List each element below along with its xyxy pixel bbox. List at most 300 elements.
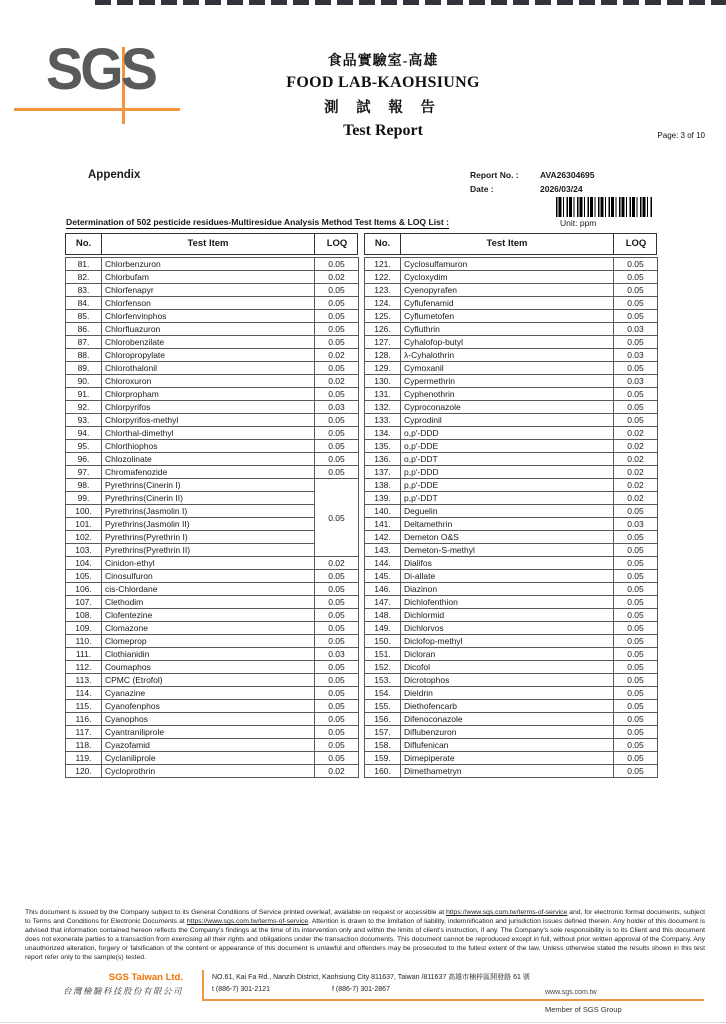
table-row <box>365 401 658 414</box>
loq-cell: 0.05 <box>315 284 359 297</box>
unit-label: Unit: ppm <box>560 218 597 228</box>
test-item-cell: Chromafenozide <box>102 466 315 479</box>
table-row <box>365 427 658 440</box>
table-row <box>66 401 359 414</box>
row-number-cell: 105. <box>66 570 102 583</box>
table-row <box>365 713 658 726</box>
test-item-cell: Cyanofenphos <box>102 700 315 713</box>
table-row <box>365 726 658 739</box>
test-item-cell: Chlorobenzilate <box>102 336 315 349</box>
table-row <box>365 466 658 479</box>
row-number-cell: 104. <box>66 557 102 570</box>
table-row <box>365 492 658 505</box>
loq-cell: 0.05 <box>315 583 359 596</box>
row-number-cell: 153. <box>365 674 401 687</box>
loq-cell: 0.05 <box>614 609 658 622</box>
test-item-cell: Cyclaniliprole <box>102 752 315 765</box>
test-item-cell: Pyrethrins(Cinerin II) <box>102 492 315 505</box>
table-row <box>365 531 658 544</box>
table-row <box>66 349 359 362</box>
loq-cell: 0.05 <box>614 713 658 726</box>
row-number-cell: 84. <box>66 297 102 310</box>
row-number-cell: 125. <box>365 310 401 323</box>
loq-cell: 0.05 <box>614 570 658 583</box>
table-row <box>365 596 658 609</box>
row-number-cell: 102. <box>66 531 102 544</box>
test-item-cell: Cyhalofop-butyl <box>401 336 614 349</box>
table-row <box>66 726 359 739</box>
table-row <box>365 388 658 401</box>
row-number-cell: 160. <box>365 765 401 778</box>
table-row <box>365 284 658 297</box>
loq-cell: 0.05 <box>614 401 658 414</box>
row-number-cell: 92. <box>66 401 102 414</box>
loq-cell: 0.05 <box>614 362 658 375</box>
loq-cell: 0.05 <box>614 531 658 544</box>
loq-cell: 0.03 <box>614 518 658 531</box>
row-number-cell: 100. <box>66 505 102 518</box>
loq-cell: 0.05 <box>315 687 359 700</box>
table-row <box>365 336 658 349</box>
table-row <box>365 323 658 336</box>
row-number-cell: 130. <box>365 375 401 388</box>
table-row <box>365 518 658 531</box>
loq-cell: 0.05 <box>614 271 658 284</box>
loq-cell: 0.05 <box>315 661 359 674</box>
table-row <box>66 284 359 297</box>
row-number-cell: 123. <box>365 284 401 297</box>
row-number-cell: 88. <box>66 349 102 362</box>
loq-cell: 0.05 <box>315 739 359 752</box>
row-number-cell: 114. <box>66 687 102 700</box>
loq-cell: 0.05 <box>315 336 359 349</box>
table-row <box>365 349 658 362</box>
loq-cell: 0.05 <box>315 414 359 427</box>
test-item-cell: Dialifos <box>401 557 614 570</box>
table-row <box>66 388 359 401</box>
disclaimer-seg1: This document is issued by the Company subject to its General Conditions of Service printed overleaf, available on request or accessible at <box>25 909 447 916</box>
row-number-cell: 156. <box>365 713 401 726</box>
row-number-cell: 138. <box>365 479 401 492</box>
footer-fax: f (886-7) 301-2867 <box>331 986 390 993</box>
table-row <box>365 453 658 466</box>
test-item-cell: Dicofol <box>401 661 614 674</box>
loq-cell: 0.05 <box>614 310 658 323</box>
table-row <box>66 622 359 635</box>
test-item-cell: Diazinon <box>401 583 614 596</box>
table-row <box>365 479 658 492</box>
loq-cell: 0.05 <box>614 622 658 635</box>
test-item-cell: Cinosulfuron <box>102 570 315 583</box>
table-row <box>66 648 359 661</box>
loq-cell: 0.02 <box>614 427 658 440</box>
table-row <box>66 271 359 284</box>
test-item-cell: Deltamethrin <box>401 518 614 531</box>
row-number-cell: 95. <box>66 440 102 453</box>
table-row <box>66 765 359 778</box>
date-label: Date : <box>470 184 494 194</box>
loq-cell: 0.05 <box>614 700 658 713</box>
row-number-cell: 86. <box>66 323 102 336</box>
loq-cell: 0.02 <box>614 440 658 453</box>
test-item-cell: Clomeprop <box>102 635 315 648</box>
loq-cell: 0.05 <box>315 440 359 453</box>
test-item-cell: Deguelin <box>401 505 614 518</box>
table-row <box>66 674 359 687</box>
test-item-cell: Cyanazine <box>102 687 315 700</box>
row-number-cell: 137. <box>365 466 401 479</box>
footer-member-text: Member of SGS Group <box>545 1005 622 1014</box>
test-item-cell: Cyazofamid <box>102 739 315 752</box>
loq-cell: 0.03 <box>614 375 658 388</box>
row-number-cell: 139. <box>365 492 401 505</box>
loq-cell: 0.05 <box>315 622 359 635</box>
table-row <box>66 583 359 596</box>
table-row <box>66 453 359 466</box>
row-number-cell: 107. <box>66 596 102 609</box>
footer-company <box>33 972 183 997</box>
terms-of-service-link: https://www.sgs.com.tw/terms-of-service <box>186 917 309 925</box>
row-number-cell: 144. <box>365 557 401 570</box>
footer-phones <box>212 986 542 993</box>
disclaimer-text <box>25 909 705 963</box>
test-item-cell: Dicloran <box>401 648 614 661</box>
test-item-cell: Cyfluthrin <box>401 323 614 336</box>
loq-cell: 0.02 <box>315 375 359 388</box>
row-number-cell: 157. <box>365 726 401 739</box>
test-item-cell: Cyenopyrafen <box>401 284 614 297</box>
table-title: Determination of 502 pesticide residues-Multiresidue Analysis Method Test Items & LOQ List : <box>66 217 449 227</box>
loq-cell: 0.05 <box>614 648 658 661</box>
barcode <box>556 197 652 217</box>
table-row <box>365 310 658 323</box>
row-number-cell: 110. <box>66 635 102 648</box>
report-no-label: Report No. : <box>470 170 519 180</box>
row-number-cell: 126. <box>365 323 401 336</box>
loq-cell: 0.03 <box>315 648 359 661</box>
row-number-cell: 134. <box>365 427 401 440</box>
loq-cell: 0.05 <box>614 674 658 687</box>
row-number-cell: 115. <box>66 700 102 713</box>
loq-cell: 0.05 <box>315 453 359 466</box>
loq-cell: 0.05 <box>614 414 658 427</box>
table-row <box>66 323 359 336</box>
loq-cell: 0.05 <box>315 479 359 557</box>
row-number-cell: 117. <box>66 726 102 739</box>
test-item-cell: Pyrethrins(Cinerin I) <box>102 479 315 492</box>
table-row <box>66 557 359 570</box>
row-number-cell: 103. <box>66 544 102 557</box>
test-item-cell: Dimethametryn <box>401 765 614 778</box>
footer-orange-line <box>202 999 704 1001</box>
test-item-cell: Clofentezine <box>102 609 315 622</box>
row-number-cell: 116. <box>66 713 102 726</box>
loq-cell: 0.02 <box>614 466 658 479</box>
test-item-cell: Coumaphos <box>102 661 315 674</box>
table-row <box>66 479 359 492</box>
loq-cell: 0.05 <box>614 596 658 609</box>
date-value: 2026/03/24 <box>540 184 583 194</box>
row-number-cell: 94. <box>66 427 102 440</box>
test-item-cell: Demeton-S-methyl <box>401 544 614 557</box>
row-number-cell: 121. <box>365 258 401 271</box>
test-item-cell: Chlorpropham <box>102 388 315 401</box>
test-item-cell: Chlorothalonil <box>102 362 315 375</box>
table-row <box>365 362 658 375</box>
loq-cell: 0.05 <box>614 765 658 778</box>
test-item-cell: Pyrethrins(Jasmolin I) <box>102 505 315 518</box>
loq-cell: 0.05 <box>315 323 359 336</box>
row-number-cell: 132. <box>365 401 401 414</box>
loq-cell: 0.05 <box>614 544 658 557</box>
sgs-logo-text: SGS <box>46 37 155 102</box>
test-item-cell: Clothianidin <box>102 648 315 661</box>
col-header-loq: LOQ <box>625 238 647 249</box>
right-table-header <box>364 233 657 255</box>
test-item-cell: Diethofencarb <box>401 700 614 713</box>
loq-cell: 0.05 <box>315 726 359 739</box>
loq-tables <box>65 233 657 778</box>
company-name-en: SGS Taiwan Ltd. <box>108 972 183 983</box>
loq-cell: 0.03 <box>614 349 658 362</box>
test-item-cell: Dicrotophos <box>401 674 614 687</box>
test-item-cell: Cyprodinil <box>401 414 614 427</box>
loq-cell: 0.02 <box>614 492 658 505</box>
table-row <box>66 414 359 427</box>
loq-cell: 0.02 <box>614 479 658 492</box>
test-item-cell: Chlorfenvinphos <box>102 310 315 323</box>
test-item-cell: Chlorpyrifos <box>102 401 315 414</box>
test-item-cell: Chlorfenapyr <box>102 284 315 297</box>
test-item-cell: Chlorthal-dimethyl <box>102 427 315 440</box>
loq-cell: 0.05 <box>614 739 658 752</box>
test-item-cell: Cyanophos <box>102 713 315 726</box>
row-number-cell: 142. <box>365 531 401 544</box>
table-row <box>66 609 359 622</box>
footer-tel: t (886-7) 301-2121 <box>212 986 270 993</box>
test-item-cell: Difenoconazole <box>401 713 614 726</box>
table-row <box>66 258 359 271</box>
test-item-cell: Chlorthiophos <box>102 440 315 453</box>
report-title-zh: 測 試 報 告 <box>324 100 442 116</box>
appendix-heading: Appendix <box>88 169 141 181</box>
loq-cell: 0.05 <box>315 570 359 583</box>
report-title-en: Test Report <box>343 122 423 139</box>
test-item-cell: Dimepiperate <box>401 752 614 765</box>
test-item-cell: Dichlorvos <box>401 622 614 635</box>
row-number-cell: 136. <box>365 453 401 466</box>
table-row <box>365 570 658 583</box>
row-number-cell: 140. <box>365 505 401 518</box>
row-number-cell: 122. <box>365 271 401 284</box>
loq-cell: 0.05 <box>315 427 359 440</box>
test-item-cell: p,p'-DDT <box>401 492 614 505</box>
test-item-cell: λ-Cyhalothrin <box>401 349 614 362</box>
loq-cell: 0.05 <box>315 713 359 726</box>
row-number-cell: 148. <box>365 609 401 622</box>
row-number-cell: 146. <box>365 583 401 596</box>
table-row <box>365 622 658 635</box>
test-item-cell: Cycloxydim <box>401 271 614 284</box>
row-number-cell: 118. <box>66 739 102 752</box>
test-item-cell: Cymoxanil <box>401 362 614 375</box>
page-number: Page: 3 of 10 <box>657 131 705 140</box>
test-item-cell: Clethodim <box>102 596 315 609</box>
table-row <box>365 752 658 765</box>
row-number-cell: 155. <box>365 700 401 713</box>
loq-cell: 0.05 <box>315 674 359 687</box>
table-row <box>66 427 359 440</box>
page-edge-marks <box>95 0 726 5</box>
loq-cell: 0.05 <box>315 258 359 271</box>
test-item-cell: Chlorpyrifos-methyl <box>102 414 315 427</box>
loq-cell: 0.05 <box>614 284 658 297</box>
table-row <box>66 336 359 349</box>
test-item-cell: Diflufenican <box>401 739 614 752</box>
row-number-cell: 112. <box>66 661 102 674</box>
row-number-cell: 98. <box>66 479 102 492</box>
table-row <box>66 739 359 752</box>
col-header-loq: LOQ <box>326 238 348 249</box>
row-number-cell: 128. <box>365 349 401 362</box>
table-row <box>365 258 658 271</box>
test-item-cell: Cycloprothrin <box>102 765 315 778</box>
table-row <box>66 362 359 375</box>
test-item-cell: o,p'-DDT <box>401 453 614 466</box>
row-number-cell: 151. <box>365 648 401 661</box>
test-item-cell: o,p'-DDD <box>401 427 614 440</box>
table-row <box>66 687 359 700</box>
row-number-cell: 135. <box>365 440 401 453</box>
report-no-value: AVA26304695 <box>540 170 595 180</box>
test-item-cell: p,p'-DDD <box>401 466 614 479</box>
table-row <box>365 648 658 661</box>
terms-of-service-link: https://www.sgs.com.tw/terms-of-service <box>446 909 568 916</box>
footer-website: www.sgs.com.tw <box>545 989 597 996</box>
table-row <box>66 596 359 609</box>
test-item-cell: Cyflumetofen <box>401 310 614 323</box>
test-item-cell: Demeton O&S <box>401 531 614 544</box>
row-number-cell: 91. <box>66 388 102 401</box>
row-number-cell: 97. <box>66 466 102 479</box>
test-item-cell: Cyclosulfamuron <box>401 258 614 271</box>
table-row <box>66 635 359 648</box>
loq-cell: 0.03 <box>614 323 658 336</box>
table-row <box>365 440 658 453</box>
report-titles <box>163 50 603 140</box>
col-header-no: No. <box>66 234 102 254</box>
row-number-cell: 143. <box>365 544 401 557</box>
right-table-body <box>364 257 658 778</box>
loq-cell: 0.05 <box>614 752 658 765</box>
test-item-cell: Di-allate <box>401 570 614 583</box>
left-table <box>65 233 358 778</box>
row-number-cell: 89. <box>66 362 102 375</box>
table-row <box>365 661 658 674</box>
test-item-cell: p,p'-DDE <box>401 479 614 492</box>
table-row <box>66 752 359 765</box>
footer-divider <box>202 970 204 1001</box>
row-number-cell: 106. <box>66 583 102 596</box>
test-item-cell: Chlozolinate <box>102 453 315 466</box>
table-row <box>365 414 658 427</box>
loq-cell: 0.05 <box>315 596 359 609</box>
test-item-cell: Diflubenzuron <box>401 726 614 739</box>
test-item-cell: o,p'-DDE <box>401 440 614 453</box>
table-row <box>66 570 359 583</box>
table-row <box>66 661 359 674</box>
test-item-cell: Cyphenothrin <box>401 388 614 401</box>
col-header-no: No. <box>365 234 401 254</box>
table-row <box>365 271 658 284</box>
row-number-cell: 147. <box>365 596 401 609</box>
table-row <box>66 700 359 713</box>
table-row <box>365 297 658 310</box>
loq-cell: 0.02 <box>315 557 359 570</box>
table-row <box>66 310 359 323</box>
loq-cell: 0.05 <box>614 687 658 700</box>
row-number-cell: 120. <box>66 765 102 778</box>
loq-cell: 0.05 <box>614 388 658 401</box>
row-number-cell: 83. <box>66 284 102 297</box>
row-number-cell: 93. <box>66 414 102 427</box>
row-number-cell: 87. <box>66 336 102 349</box>
lab-title-zh: 食品實驗室-高雄 <box>327 54 439 69</box>
table-row <box>365 609 658 622</box>
left-table-body <box>65 257 359 778</box>
test-item-cell: Chlorfenson <box>102 297 315 310</box>
row-number-cell: 154. <box>365 687 401 700</box>
test-item-cell: CPMC (Etrofol) <box>102 674 315 687</box>
row-number-cell: 127. <box>365 336 401 349</box>
table-row <box>365 635 658 648</box>
table-row <box>66 297 359 310</box>
loq-cell: 0.03 <box>315 401 359 414</box>
loq-cell: 0.05 <box>315 752 359 765</box>
test-item-cell: Cyflufenamid <box>401 297 614 310</box>
test-item-cell: Dichlormid <box>401 609 614 622</box>
loq-cell: 0.05 <box>315 362 359 375</box>
loq-cell: 0.05 <box>614 583 658 596</box>
table-row <box>365 739 658 752</box>
row-number-cell: 109. <box>66 622 102 635</box>
right-table <box>364 233 657 778</box>
row-number-cell: 85. <box>66 310 102 323</box>
test-item-cell: Chlorbufam <box>102 271 315 284</box>
loq-cell: 0.05 <box>315 635 359 648</box>
col-header-item: Test Item <box>401 234 614 254</box>
table-row <box>365 700 658 713</box>
disclaimer-seg3: . Attention is drawn to the limitation of liability, indemnification and jurisdiction issues defined therein. Any holder of this document is advised that information contained hereon reflects the Company's findings at the time of its intervention only and within the limits of client's instruction, if any. The Company's sole responsibility is to its Client and this document does not exonerate parties to a transaction from exercising all their rights and obligations under the transaction documents. This document cannot be reproduced except in full, without prior written approval of the Company. Any unauthorized alteration, forgery or falsification of the content or appearance of this document is unlawful and offenders may be prosecuted to the fullest extent of the law. Unless otherwise stated the results shown in this test report refer only to the sample(s) tested. <box>25 917 705 961</box>
row-number-cell: 82. <box>66 271 102 284</box>
row-number-cell: 111. <box>66 648 102 661</box>
left-table-header <box>65 233 358 255</box>
row-number-cell: 113. <box>66 674 102 687</box>
row-number-cell: 101. <box>66 518 102 531</box>
loq-cell: 0.05 <box>315 388 359 401</box>
loq-cell: 0.05 <box>614 505 658 518</box>
loq-cell: 0.02 <box>315 271 359 284</box>
disclaimer-seg2: and, for electronic format documents, subject to Terms and Conditions for Electronic Documents at <box>25 909 705 925</box>
row-number-cell: 152. <box>365 661 401 674</box>
test-item-cell: Clomazone <box>102 622 315 635</box>
test-item-cell: Pyrethrins(Jasmolin II) <box>102 518 315 531</box>
loq-cell: 0.02 <box>315 765 359 778</box>
table-row <box>365 687 658 700</box>
row-number-cell: 90. <box>66 375 102 388</box>
lab-title-en: FOOD LAB-KAOHSIUNG <box>286 74 480 91</box>
test-item-cell: Cyantraniliprole <box>102 726 315 739</box>
